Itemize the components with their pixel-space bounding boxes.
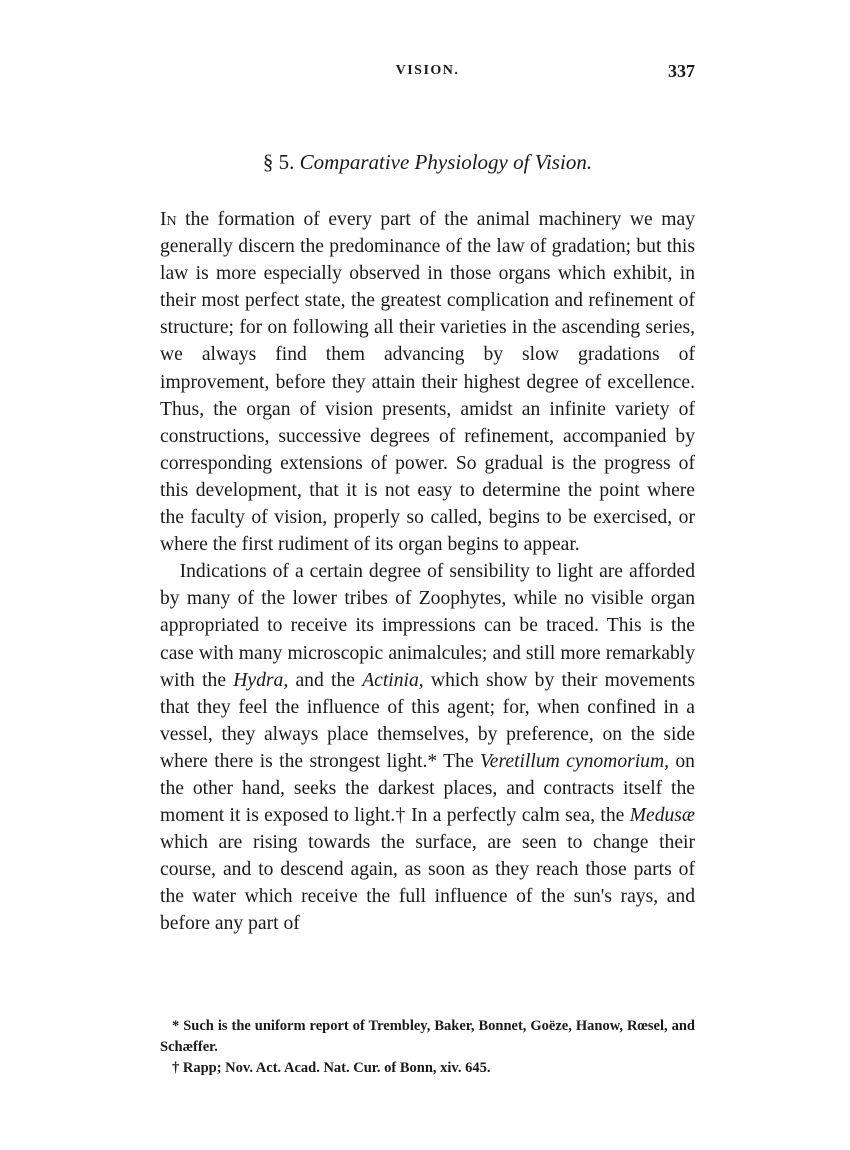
lead-word: In: [160, 209, 177, 230]
paragraph-2-text-b: and the: [288, 669, 363, 691]
paragraph-1-text: the formation of every part of the animal machinery we may generally discern the predominance of the law of gradation; but this law is more especially observed in those organs which exhibit, in their most perfect state, the greatest complication and refinement of structure; for on following all their varieties in the ascending series, we always find them advancing by slow gradations of improvement, before they attain their highest degree of excellence. Thus, the organ of vision presents, amidst an infinite variety of constructions, successive degrees of refinement, accompanied by corresponding extensions of power. So gradual is the progress of this development, that it is not easy to determine the point where the faculty of vision, properly so called, begins to be exercised, or where the first rudiment of its organ begins to appear.: [160, 209, 695, 556]
section-number: § 5.: [262, 150, 295, 174]
paragraph-2-text-a: Indications of a certain degree of sensibility to light are afforded by many of the lower tribes of Zoophytes, while no visible organ appropriated to receive its impressions can be traced. This is the case with many microscopic animalcules; and still more remarkably with the: [160, 561, 695, 691]
taxon-actinia: Actinia,: [362, 669, 424, 691]
footnote-2: † Rapp; Nov. Act. Acad. Nat. Cur. of Bonn, xiv. 645.: [172, 1060, 491, 1076]
footnote-1: * Such is the uniform report of Trembley, Baker, Bonnet, Goëze, Hanow, Rœsel, and Schæffer.: [160, 1018, 695, 1055]
paragraph-2-text-e: which are rising towards the surface, are seen to change their course, and to descend again, as soon as they reach those parts of the water which receive the full influence of the sun's rays, and before any part of: [160, 832, 695, 935]
body-text: [160, 206, 695, 938]
section-heading: [160, 150, 695, 175]
taxon-veretillum: Veretillum cynomorium,: [480, 750, 670, 772]
running-head: [160, 63, 695, 87]
taxon-medusae: Medusæ: [629, 805, 695, 827]
section-title: Comparative Physiology of Vision.: [299, 150, 593, 174]
paragraph-2-text-c: which show by their movements that they feel the influence of this agent; for, when confined in a vessel, they always place themselves, by preference, on the side where there is the strongest light.* The: [160, 669, 695, 772]
paragraph-2-text-d: on the other hand, seeks the darkest places, and contracts itself the moment it is exposed to light.† In a perfectly calm sea, the: [160, 750, 695, 827]
page-number: 337: [668, 61, 695, 81]
paragraph-1: [160, 206, 695, 558]
footnotes: [160, 1016, 695, 1079]
running-title: VISION.: [395, 63, 460, 78]
taxon-hydra: Hydra,: [233, 669, 289, 691]
paragraph-2: [160, 558, 695, 937]
